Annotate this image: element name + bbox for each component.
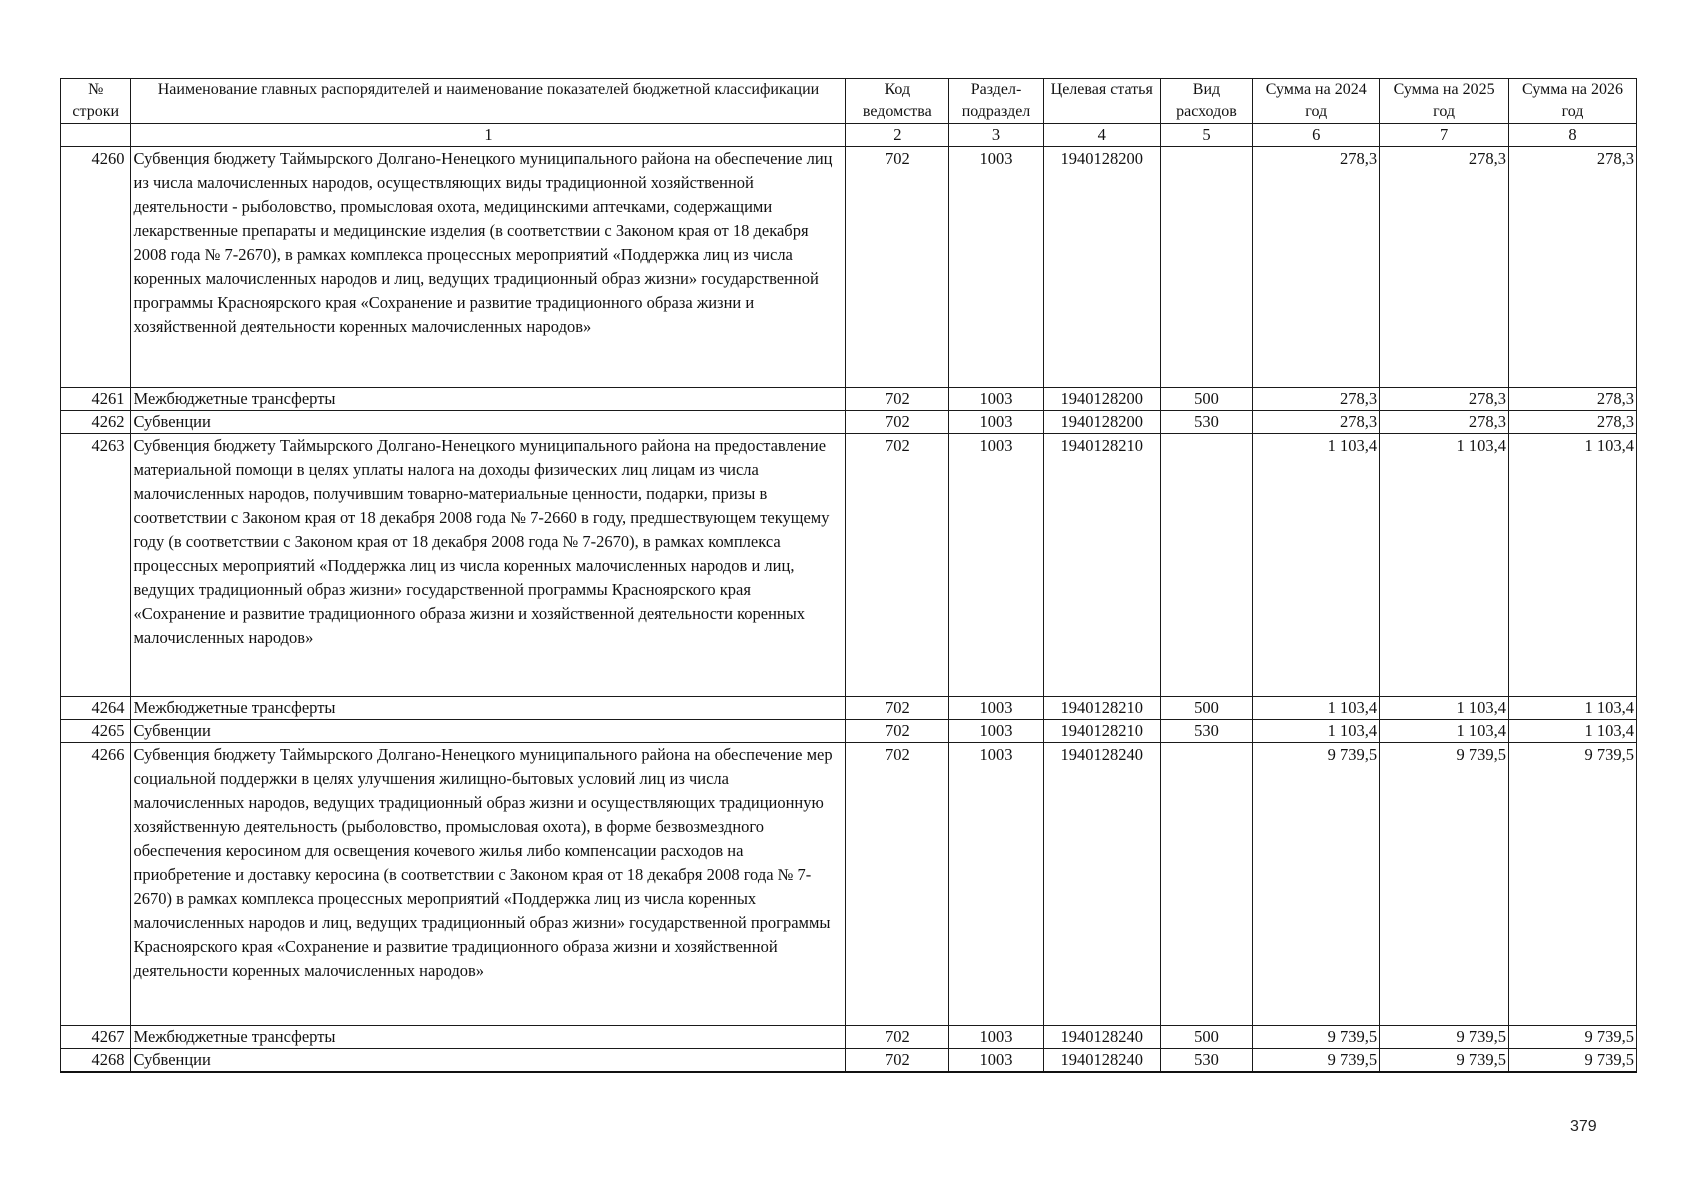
row-target-article: 1940128200: [1043, 411, 1160, 434]
header-sum-2026: Сумма на 2026 год: [1509, 79, 1637, 124]
row-department-code: 702: [846, 434, 949, 697]
row-target-article: 1940128210: [1043, 720, 1160, 743]
row-expense-type: [1160, 147, 1253, 388]
row-sum-2026: 1 103,4: [1509, 697, 1637, 720]
row-department-code: 702: [846, 720, 949, 743]
row-number: 4266: [61, 743, 131, 1026]
row-number: 4263: [61, 434, 131, 697]
row-sum-2024: 1 103,4: [1253, 434, 1380, 697]
row-sum-2026: 9 739,5: [1509, 1049, 1637, 1073]
row-target-article: 1940128240: [1043, 1026, 1160, 1049]
row-sum-2025: 1 103,4: [1380, 434, 1509, 697]
row-number: 4267: [61, 1026, 131, 1049]
table-row: [61, 720, 1637, 743]
row-target-article: 1940128210: [1043, 697, 1160, 720]
row-sum-2024: 9 739,5: [1253, 1049, 1380, 1073]
row-sum-2024: 278,3: [1253, 147, 1380, 388]
header-row: [61, 79, 1637, 124]
row-name: Субвенции: [131, 720, 846, 743]
row-sum-2024: 278,3: [1253, 388, 1380, 411]
row-expense-type: 500: [1160, 388, 1253, 411]
row-sum-2024: 1 103,4: [1253, 697, 1380, 720]
row-department-code: 702: [846, 411, 949, 434]
row-sum-2025: 9 739,5: [1380, 743, 1509, 1026]
header-expense-type: Вид расходов: [1160, 79, 1253, 124]
row-name: Межбюджетные трансферты: [131, 1026, 846, 1049]
table-row: [61, 411, 1637, 434]
row-number: 4261: [61, 388, 131, 411]
row-target-article: 1940128200: [1043, 147, 1160, 388]
row-department-code: 702: [846, 388, 949, 411]
row-name: Субвенция бюджету Таймырского Долгано-Ненецкого муниципального района на обеспечение лиц из числа малочисленных народов, осуществляющих виды традиционной хозяйственной деятельности - рыболовство, промысловая охота, медицинскими аптечками, содержащими лекарственные препараты и медицинские изделия (в соответствии с Законом края от 18 декабря 2008 года № 7-2670), в рамках комплекса процессных мероприятий «Поддержка лиц из числа коренных малочисленных народов и лиц, ведущих традиционный образ жизни» государственной программы Красноярского края «Сохранение и развитие традиционного образа жизни и хозяйственной деятельности коренных малочисленных народов»: [131, 147, 846, 388]
header-department-code: Код ведомства: [846, 79, 949, 124]
row-sum-2025: 278,3: [1380, 388, 1509, 411]
row-expense-type: [1160, 743, 1253, 1026]
row-name: Межбюджетные трансферты: [131, 697, 846, 720]
header-row-number: № строки: [61, 79, 131, 124]
row-number: 4260: [61, 147, 131, 388]
row-section: 1003: [949, 743, 1044, 1026]
column-number: [61, 124, 131, 147]
row-sum-2024: 278,3: [1253, 411, 1380, 434]
row-section: 1003: [949, 434, 1044, 697]
row-name: Субвенция бюджету Таймырского Долгано-Ненецкого муниципального района на предоставление материальной помощи в целях уплаты налога на доходы физических лиц лицам из числа малочисленных народов, получившим товарно-материальные ценности, подарки, призы в соответствии с Законом края от 18 декабря 2008 года № 7-2660 в году, предшествующем текущему году (в соответствии с Законом края от 18 декабря 2008 года № 7-2670), в рамках комплекса процессных мероприятий «Поддержка лиц из числа коренных малочисленных народов и лиц, ведущих традиционный образ жизни» государственной программы Красноярского края «Сохранение и развитие традиционного образа жизни и хозяйственной деятельности коренных малочисленных народов»: [131, 434, 846, 697]
header-target-article: Целевая статья: [1043, 79, 1160, 124]
row-sum-2025: 9 739,5: [1380, 1026, 1509, 1049]
column-number: 6: [1253, 124, 1380, 147]
table-row: [61, 434, 1637, 697]
row-department-code: 702: [846, 697, 949, 720]
row-sum-2026: 278,3: [1509, 147, 1637, 388]
column-number: 4: [1043, 124, 1160, 147]
row-sum-2025: 1 103,4: [1380, 697, 1509, 720]
table-row: [61, 1026, 1637, 1049]
header-sum-2024: Сумма на 2024 год: [1253, 79, 1380, 124]
row-department-code: 702: [846, 1026, 949, 1049]
row-expense-type: 500: [1160, 697, 1253, 720]
table-row: [61, 388, 1637, 411]
row-number: 4264: [61, 697, 131, 720]
row-department-code: 702: [846, 147, 949, 388]
row-expense-type: 530: [1160, 720, 1253, 743]
row-sum-2025: 9 739,5: [1380, 1049, 1509, 1073]
table-row: [61, 147, 1637, 388]
row-section: 1003: [949, 1026, 1044, 1049]
table-row: [61, 743, 1637, 1026]
row-section: 1003: [949, 147, 1044, 388]
column-number: 8: [1509, 124, 1637, 147]
page-number: 379: [1570, 1118, 1597, 1135]
column-number: 3: [949, 124, 1044, 147]
row-name: Субвенции: [131, 1049, 846, 1073]
row-sum-2026: 278,3: [1509, 388, 1637, 411]
row-name: Межбюджетные трансферты: [131, 388, 846, 411]
row-expense-type: [1160, 434, 1253, 697]
header-name: Наименование главных распорядителей и наименование показателей бюджетной классификации: [131, 79, 846, 124]
table-row: [61, 697, 1637, 720]
column-number: 2: [846, 124, 949, 147]
row-sum-2025: 278,3: [1380, 411, 1509, 434]
budget-table: [60, 78, 1637, 1073]
column-numbers-row: [61, 124, 1637, 147]
row-section: 1003: [949, 697, 1044, 720]
header-section: Раздел-подраздел: [949, 79, 1044, 124]
row-section: 1003: [949, 411, 1044, 434]
row-section: 1003: [949, 720, 1044, 743]
row-department-code: 702: [846, 1049, 949, 1073]
row-target-article: 1940128210: [1043, 434, 1160, 697]
row-sum-2026: 9 739,5: [1509, 1026, 1637, 1049]
row-sum-2026: 278,3: [1509, 411, 1637, 434]
row-expense-type: 530: [1160, 411, 1253, 434]
row-expense-type: 500: [1160, 1026, 1253, 1049]
header-sum-2025: Сумма на 2025 год: [1380, 79, 1509, 124]
column-number: 5: [1160, 124, 1253, 147]
column-number: 1: [131, 124, 846, 147]
row-sum-2025: 1 103,4: [1380, 720, 1509, 743]
row-department-code: 702: [846, 743, 949, 1026]
row-section: 1003: [949, 388, 1044, 411]
budget-sheet: [60, 78, 1637, 1073]
row-section: 1003: [949, 1049, 1044, 1073]
row-target-article: 1940128240: [1043, 743, 1160, 1026]
row-number: 4265: [61, 720, 131, 743]
row-sum-2024: 1 103,4: [1253, 720, 1380, 743]
row-sum-2025: 278,3: [1380, 147, 1509, 388]
row-number: 4268: [61, 1049, 131, 1073]
row-sum-2026: 1 103,4: [1509, 434, 1637, 697]
row-expense-type: 530: [1160, 1049, 1253, 1073]
row-name: Субвенция бюджету Таймырского Долгано-Ненецкого муниципального района на обеспечение мер социальной поддержки в целях улучшения жилищно-бытовых условий лиц из числа малочисленных народов, ведущих традиционный образ жизни и осуществляющих традиционную хозяйственную деятельность (рыболовство, промысловая охота), в форме безвозмездного обеспечения керосином для освещения кочевого жилья либо компенсации расходов на приобретение и доставку керосина (в соответствии с Законом края от 18 декабря 2008 года № 7-2670) в рамках комплекса процессных мероприятий «Поддержка лиц из числа коренных малочисленных народов и лиц, ведущих традиционный образ жизни» государственной программы Красноярского края «Сохранение и развитие традиционного образа жизни и хозяйственной деятельности коренных малочисленных народов»: [131, 743, 846, 1026]
table-row: [61, 1049, 1637, 1073]
row-sum-2024: 9 739,5: [1253, 1026, 1380, 1049]
row-target-article: 1940128200: [1043, 388, 1160, 411]
row-sum-2026: 1 103,4: [1509, 720, 1637, 743]
row-sum-2024: 9 739,5: [1253, 743, 1380, 1026]
row-target-article: 1940128240: [1043, 1049, 1160, 1073]
row-name: Субвенции: [131, 411, 846, 434]
row-number: 4262: [61, 411, 131, 434]
row-sum-2026: 9 739,5: [1509, 743, 1637, 1026]
column-number: 7: [1380, 124, 1509, 147]
